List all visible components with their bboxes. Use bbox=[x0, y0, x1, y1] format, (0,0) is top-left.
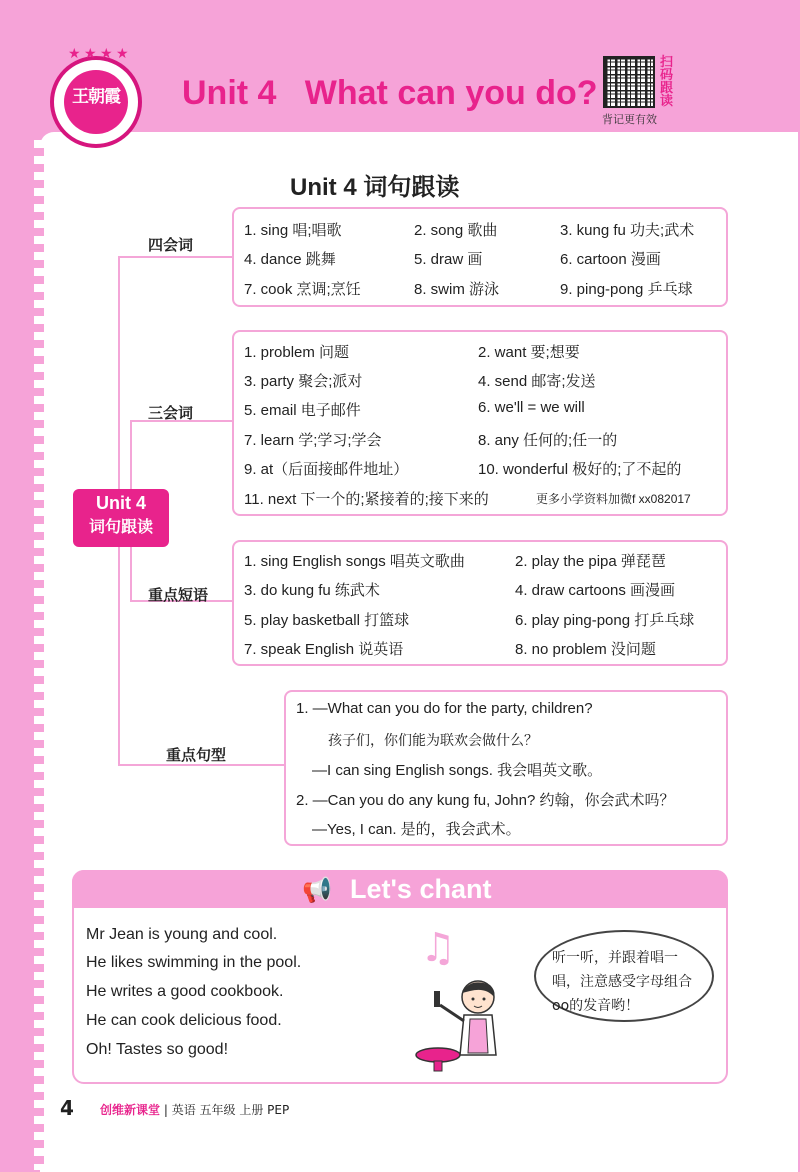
word-item: 9. ping-pong 乒乓球 bbox=[560, 281, 693, 298]
center-tag-line1: Unit 4 bbox=[95, 493, 146, 513]
center-tag bbox=[73, 489, 169, 547]
category-phrases: 重点短语 bbox=[148, 586, 209, 604]
footer-details: 英语 五年级 上册 PEP bbox=[171, 1103, 290, 1117]
word-item: 2. want 要;想要 bbox=[478, 344, 580, 361]
watermark-note: 更多小学资料加微f xx082017 bbox=[536, 492, 691, 506]
center-tag-line2: 词句跟读 bbox=[88, 517, 153, 536]
qr-code-icon[interactable] bbox=[603, 56, 655, 108]
star-icon: ★ bbox=[116, 46, 129, 62]
word-item: 11. next 下一个的;紧接着的;接下来的 bbox=[244, 491, 489, 508]
word-item: 5. email 电子邮件 bbox=[244, 402, 361, 419]
word-item: 10. wonderful 极好的;了不起的 bbox=[478, 461, 682, 478]
music-note-icon: ♫ bbox=[420, 925, 456, 971]
phrase-item: 1. sing English songs 唱英文歌曲 bbox=[244, 553, 465, 570]
sentence-line: 孩子们，你们能为联欢会做什么？ bbox=[328, 732, 538, 748]
word-item: 4. send 邮寄;发送 bbox=[478, 373, 596, 390]
brand-logo bbox=[50, 46, 142, 148]
sentence-line: —Yes, I can. 是的，我会武术。 bbox=[312, 821, 521, 838]
boy-cooking-illustration bbox=[410, 975, 520, 1075]
phrase-item: 3. do kung fu 练武术 bbox=[244, 582, 380, 599]
phrase-item: 2. play the pipa 弹琵琶 bbox=[515, 553, 666, 570]
word-item: 3. party 聚会;派对 bbox=[244, 373, 363, 390]
category-four-skill: 四会词 bbox=[148, 236, 194, 254]
word-item: 3. kung fu 功夫;武术 bbox=[560, 222, 695, 239]
word-item: 7. cook 烹调;烹饪 bbox=[244, 281, 361, 298]
word-item: 6. we'll = we will bbox=[478, 399, 585, 416]
footer-separator: | bbox=[163, 1103, 172, 1117]
chant-line: He writes a good cookbook. bbox=[86, 983, 284, 1000]
qr-side-label: 扫码跟读 bbox=[660, 55, 674, 109]
phrase-item: 7. speak English 说英语 bbox=[244, 641, 404, 658]
word-item: 2. song 歌曲 bbox=[414, 222, 498, 239]
star-icon: ★ bbox=[68, 46, 81, 62]
chant-line: Mr Jean is young and cool. bbox=[86, 926, 278, 943]
phrase-item: 4. draw cartoons 画漫画 bbox=[515, 582, 676, 599]
logo-text: 王朝霞 bbox=[72, 87, 120, 107]
category-sentences: 重点句型 bbox=[166, 746, 227, 764]
chant-line: He can cook delicious food. bbox=[86, 1012, 282, 1029]
speech-bubble-text: 听一听，并跟着唱一唱，注意感受字母组合oo的发音哟！ bbox=[552, 950, 692, 1014]
phrase-item: 8. no problem 没问题 bbox=[515, 641, 656, 658]
page-number: 4 bbox=[60, 1096, 74, 1120]
scalloped-edge bbox=[34, 140, 44, 1170]
phrase-item: 5. play basketball 打篮球 bbox=[244, 612, 410, 629]
star-icon: ★ bbox=[100, 46, 113, 62]
footer-info bbox=[100, 1101, 289, 1118]
sentence-line: 1. —What can you do for the party, children? bbox=[296, 700, 593, 717]
word-item: 6. cartoon 漫画 bbox=[560, 251, 661, 268]
sentence-line: —I can sing English songs. 我会唱英文歌。 bbox=[312, 762, 603, 779]
word-item: 8. swim 游泳 bbox=[414, 281, 500, 298]
chant-line: He likes swimming in the pool. bbox=[86, 954, 302, 971]
word-item: 5. draw 画 bbox=[414, 251, 483, 268]
footer-brand: 创维新课堂 bbox=[100, 1103, 161, 1117]
qr-caption: 背记更有效 bbox=[602, 113, 657, 126]
word-item: 1. problem 问题 bbox=[244, 344, 350, 361]
unit-title: Unit 4 What can you do? bbox=[182, 74, 598, 112]
word-item: 1. sing 唱;唱歌 bbox=[244, 222, 342, 239]
word-item: 9. at（后面接邮件地址） bbox=[244, 461, 409, 478]
connector-line bbox=[118, 256, 232, 259]
chant-line: Oh! Tastes so good! bbox=[86, 1041, 229, 1058]
sentence-line: 2. —Can you do any kung fu, John? 约翰，你会武术吗？ bbox=[296, 792, 675, 809]
phrase-item: 6. play ping-pong 打乒乓球 bbox=[515, 612, 695, 629]
section-title: Unit 4 词句跟读 bbox=[290, 174, 460, 201]
chant-title: Let's chant bbox=[350, 874, 492, 904]
megaphone-icon: 📢 bbox=[302, 876, 332, 904]
word-item: 7. learn 学;学习;学会 bbox=[244, 432, 382, 449]
star-icon: ★ bbox=[84, 46, 97, 62]
category-three-skill: 三会词 bbox=[148, 404, 194, 422]
word-item: 8. any 任何的;任一的 bbox=[478, 432, 618, 449]
word-item: 4. dance 跳舞 bbox=[244, 251, 336, 268]
